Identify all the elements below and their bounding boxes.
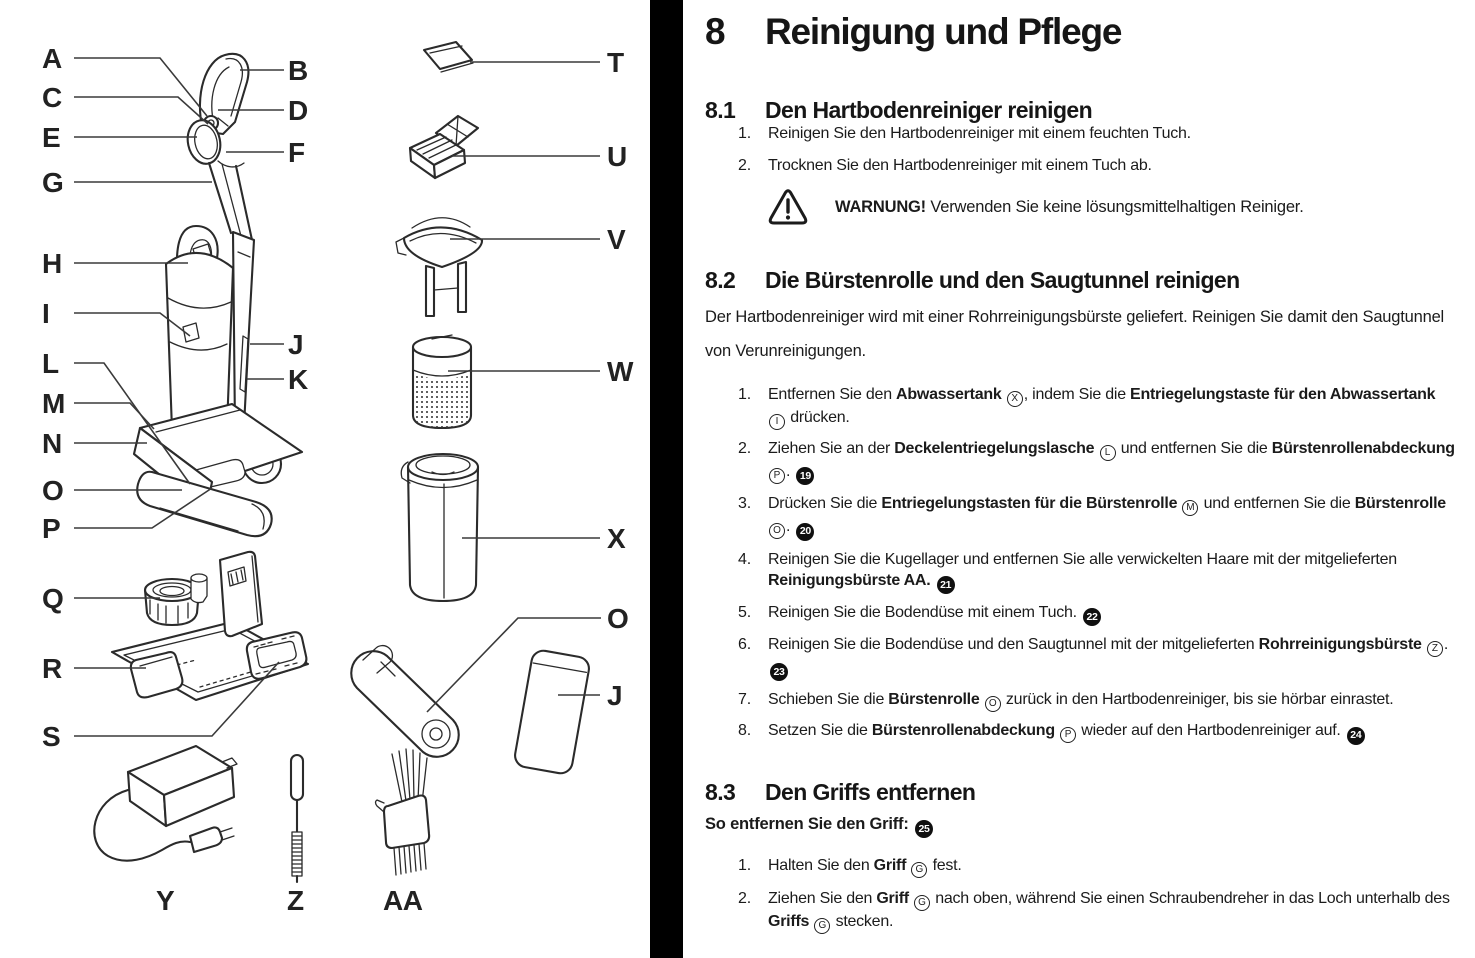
text-run: drücken. — [786, 409, 850, 427]
step-text — [768, 888, 1457, 934]
step-item — [705, 855, 1457, 878]
step-text — [768, 689, 1457, 712]
warning-triangle-icon — [767, 187, 809, 227]
part-label-f: F — [288, 137, 305, 168]
part-ref-g: G — [911, 862, 927, 878]
part-label-o-roller: O — [607, 603, 629, 634]
step-item — [705, 689, 1457, 712]
step-number: 1. — [738, 125, 751, 143]
part-label-j-battery: J — [607, 680, 623, 711]
part-ref-x: X — [1007, 391, 1023, 407]
steps-list-8-2 — [705, 384, 1457, 745]
part-ref-g: G — [814, 918, 830, 934]
power-adapter-drawing — [94, 746, 237, 861]
part-label-s: S — [42, 721, 61, 752]
step-text — [768, 123, 1457, 144]
text-run: Abwassertank — [896, 386, 1002, 404]
text-run: Bürstenrolle — [888, 691, 980, 709]
text-run: Reinigen Sie die Bodendüse mit einem Tuch. — [768, 603, 1081, 621]
chapter-heading — [705, 12, 1457, 53]
leader-lines — [74, 58, 601, 736]
part-label-u: U — [607, 141, 627, 172]
text-run: . — [786, 518, 795, 536]
dock-drawing — [112, 552, 308, 700]
text-run: Bürstenrolle — [1354, 495, 1446, 513]
step-number: 2. — [738, 157, 751, 175]
chapter-number: 8 — [705, 11, 725, 52]
figure-badge-20: 20 — [796, 523, 814, 541]
text-run: Trocknen Sie den Hartbodenreiniger mit einem Tuch ab. — [768, 157, 1152, 175]
text-run: , indem Sie die — [1023, 386, 1131, 404]
text-run: fest. — [928, 856, 962, 874]
text-run: Reinigungsbürste AA. — [768, 571, 931, 589]
step-text — [768, 549, 1457, 594]
steps-list-8-1 — [705, 123, 1457, 176]
warning-note — [767, 187, 1457, 227]
text-run — [809, 913, 813, 930]
pipe-brush-drawing — [291, 755, 303, 882]
chapter-title: Reinigung und Pflege — [765, 11, 1122, 52]
step-item — [705, 634, 1457, 681]
part-label-k: K — [288, 364, 308, 395]
text-run: Setzen Sie die — [768, 722, 872, 740]
part-label-n: N — [42, 428, 62, 459]
part-label-p: P — [42, 513, 61, 544]
text-run: Bürstenrollenabdeckung — [1271, 440, 1455, 458]
text-run: wieder auf den Hartbodenreiniger auf. — [1077, 722, 1345, 740]
battery-drawing — [513, 649, 591, 775]
text-run: Schieben Sie die — [768, 691, 889, 709]
cleaning-brush-drawing — [376, 749, 430, 875]
part-ref-p: P — [1060, 727, 1076, 743]
step-number: 3. — [738, 495, 751, 513]
text-run: Ziehen Sie den — [768, 889, 877, 907]
text-run — [906, 857, 910, 874]
step-text — [768, 855, 1457, 878]
part-ref-o: O — [985, 696, 1001, 712]
part-label-d: D — [288, 95, 308, 126]
warning-text — [835, 197, 1304, 217]
part-label-h: H — [42, 248, 62, 279]
figure-badge-23: 23 — [770, 663, 788, 681]
step-item — [705, 888, 1457, 934]
figure-badge-24: 24 — [1347, 727, 1365, 745]
step-item — [705, 720, 1457, 744]
parts-diagram-page — [0, 0, 650, 958]
part-label-j-side: J — [288, 329, 304, 360]
part-ref-i: I — [769, 414, 785, 430]
part-label-e: E — [42, 122, 61, 153]
text-run: stecken. — [831, 912, 894, 930]
step-number: 2. — [738, 440, 751, 458]
page-gutter-divider — [650, 0, 683, 958]
step-text — [768, 602, 1457, 626]
cloth-drawing — [424, 42, 473, 72]
text-run: Griff — [876, 889, 909, 907]
text-run — [909, 890, 913, 907]
part-ref-m: M — [1182, 500, 1198, 516]
step-number: 4. — [738, 550, 751, 568]
section-title: Die Bürstenrolle und den Saugtunnel reinigen — [765, 267, 1240, 294]
step-number: 1. — [738, 856, 751, 874]
text-run: zurück in den Hartbodenreiniger, bis sie hörbar einrastet. — [1001, 691, 1394, 709]
figure-badge-19: 19 — [796, 467, 814, 485]
text-run: nach oben, während Sie einen Schraubendreher in das Loch unterhalb des — [931, 889, 1450, 907]
tank-lid-drawing — [396, 218, 482, 316]
step-number: 5. — [738, 603, 751, 621]
text-run: Ziehen Sie an der — [768, 440, 895, 458]
part-label-w: W — [607, 356, 633, 387]
text-run: und entfernen Sie die — [1116, 440, 1272, 458]
part-label-c: C — [42, 82, 62, 113]
section-title: Den Griffs entfernen — [765, 778, 976, 805]
section-heading-8-2 — [705, 267, 1457, 293]
part-ref-l: L — [1100, 445, 1116, 461]
text-run: Griffs — [768, 912, 810, 930]
text-run — [1422, 636, 1426, 653]
step-number: 7. — [738, 691, 751, 709]
section-title: Den Hartbodenreiniger reinigen — [765, 96, 1093, 123]
part-label-g: G — [42, 167, 64, 198]
text-run: Halten Sie den — [768, 856, 874, 874]
text-run: Entriegelungstaste für den Abwassertank — [1130, 386, 1436, 404]
step-text — [768, 634, 1457, 681]
stick-vacuum-drawing — [134, 54, 302, 536]
part-ref-p: P — [769, 468, 785, 484]
section-heading-8-3 — [705, 779, 1457, 805]
text-run — [1094, 440, 1098, 457]
step-item — [705, 602, 1457, 626]
part-label-y: Y — [156, 885, 175, 916]
text-run: Reinigen Sie die Kugellager und entfernen Sie alle verwickelten Haare mit der mitgelieferten — [768, 550, 1397, 568]
text-run — [930, 572, 934, 589]
figure-badge-25: 25 — [915, 820, 933, 838]
step-text — [768, 155, 1457, 176]
step-item — [705, 155, 1457, 176]
text-run: . — [1443, 636, 1449, 654]
part-label-m: M — [42, 388, 65, 419]
brush-roller-drawing — [351, 646, 458, 757]
part-label-aa: AA — [383, 885, 423, 916]
warning-body: Verwenden Sie keine lösungsmittelhaltigen Reiniger. — [925, 198, 1304, 217]
text-run: Griff — [873, 856, 907, 874]
filter-drawing — [413, 335, 471, 428]
text-run: Reinigen Sie die Bodendüse und den Saugtunnel mit der mitgelieferten — [768, 636, 1259, 654]
part-label-b: B — [288, 55, 308, 86]
step-text — [768, 438, 1457, 485]
part-ref-z: Z — [1427, 641, 1443, 657]
step-text — [768, 720, 1457, 744]
part-label-t: T — [607, 47, 624, 78]
steps-list-8-3 — [705, 855, 1457, 934]
part-label-o: O — [42, 475, 64, 506]
part-label-z: Z — [287, 885, 304, 916]
step-number: 6. — [738, 636, 751, 654]
accessory-box-drawing — [410, 116, 478, 178]
text-run — [980, 691, 984, 708]
step-text — [768, 384, 1457, 430]
step-item — [705, 384, 1457, 430]
figure-badge-21: 21 — [937, 576, 955, 594]
text-run — [1055, 722, 1059, 739]
figure-badge-22: 22 — [1083, 608, 1101, 626]
text-run: Deckelentriegelungslasche — [894, 440, 1095, 458]
instructions-page — [683, 0, 1475, 958]
step-number: 1. — [738, 386, 751, 404]
section-number: 8.3 — [705, 778, 736, 805]
text-run: Entfernen Sie den — [768, 386, 897, 404]
section-intro: Der Hartbodenreiniger wird mit einer Rohrreinigungsbürste geliefert. Reinigen Sie damit den Saugtunnel von Verunreinigungen. — [705, 307, 1445, 360]
text-run: So entfernen Sie den Griff: — [705, 815, 914, 833]
step-number: 2. — [738, 889, 751, 907]
part-label-x: X — [607, 523, 626, 554]
step-item — [705, 123, 1457, 144]
part-label-v: V — [607, 224, 626, 255]
part-label-r: R — [42, 653, 62, 684]
text-run — [1002, 386, 1006, 403]
step-text — [768, 493, 1457, 540]
part-label-i: I — [42, 298, 50, 329]
text-run: Entriegelungstasten für die Bürstenrolle — [881, 495, 1178, 513]
part-ref-g: G — [914, 895, 930, 911]
text-run: Rohrreinigungsbürste — [1258, 636, 1422, 654]
part-label-q: Q — [42, 583, 64, 614]
step-item — [705, 549, 1457, 594]
text-run — [1177, 495, 1181, 512]
section-number: 8.1 — [705, 96, 736, 123]
text-run: und entfernen Sie die — [1199, 495, 1355, 513]
text-run: Reinigen Sie den Hartbodenreiniger mit einem feuchten Tuch. — [768, 125, 1191, 143]
step-item — [705, 438, 1457, 485]
waste-tank-drawing — [401, 454, 478, 601]
section-heading-8-1 — [705, 97, 1457, 123]
section-number: 8.2 — [705, 267, 736, 294]
part-ref-o: O — [769, 523, 785, 539]
parts-diagram — [0, 0, 650, 958]
text-run: . — [786, 463, 795, 481]
text-run: Drücken Sie die — [768, 495, 882, 513]
step-item — [705, 493, 1457, 540]
part-label-l: L — [42, 348, 59, 379]
warning-label: WARNUNG! — [835, 198, 926, 217]
step-number: 8. — [738, 722, 751, 740]
section-lead — [705, 814, 1457, 838]
part-label-a: A — [42, 43, 62, 74]
text-run: Bürstenrollenabdeckung — [871, 722, 1055, 740]
